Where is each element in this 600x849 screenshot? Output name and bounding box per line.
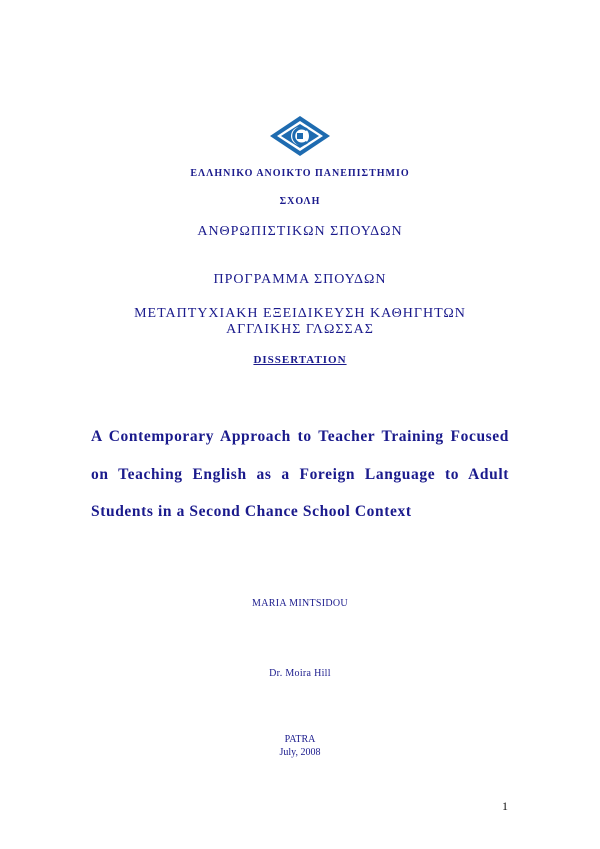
document-type: DISSERTATION — [253, 354, 347, 366]
university-logo-icon — [269, 115, 331, 157]
school-label: ΣΧΟΛΗ — [279, 196, 321, 207]
school-name: ΑΝΘΡΩΠΙΣΤΙΚΩΝ ΣΠΟΥΔΩΝ — [197, 224, 403, 239]
specialization — [0, 306, 600, 338]
page-number: 1 — [502, 799, 508, 813]
author-name: MARIA MINTSIDOU — [252, 598, 348, 609]
supervisor-name: Dr. Moira Hill — [269, 668, 331, 679]
dissertation-title: A Contemporary Approach to Teacher Training Focused on Teaching English as a Foreign Language to Adult Students in a Second Chance School Context — [91, 428, 509, 520]
date: July, 2008 — [279, 747, 321, 758]
programme-label: ΠΡΟΓΡΑΜΜΑ ΣΠΟΥΔΩΝ — [213, 272, 387, 287]
specialization-line-2: ΑΓΓΛΙΚΗΣ ΓΛΩΣΣΑΣ — [226, 322, 374, 337]
university-name: ΕΛΛΗΝΙΚΟ ΑΝΟΙΚΤΟ ΠΑΝΕΠΙΣΤΗΜΙΟ — [190, 168, 410, 179]
place: PATRA — [284, 734, 316, 745]
specialization-line-1: ΜΕΤΑΠΤΥΧΙΑΚΗ ΕΞΕΙΔΙΚΕΥΣΗ ΚΑΘΗΓΗΤΩΝ — [134, 306, 466, 321]
